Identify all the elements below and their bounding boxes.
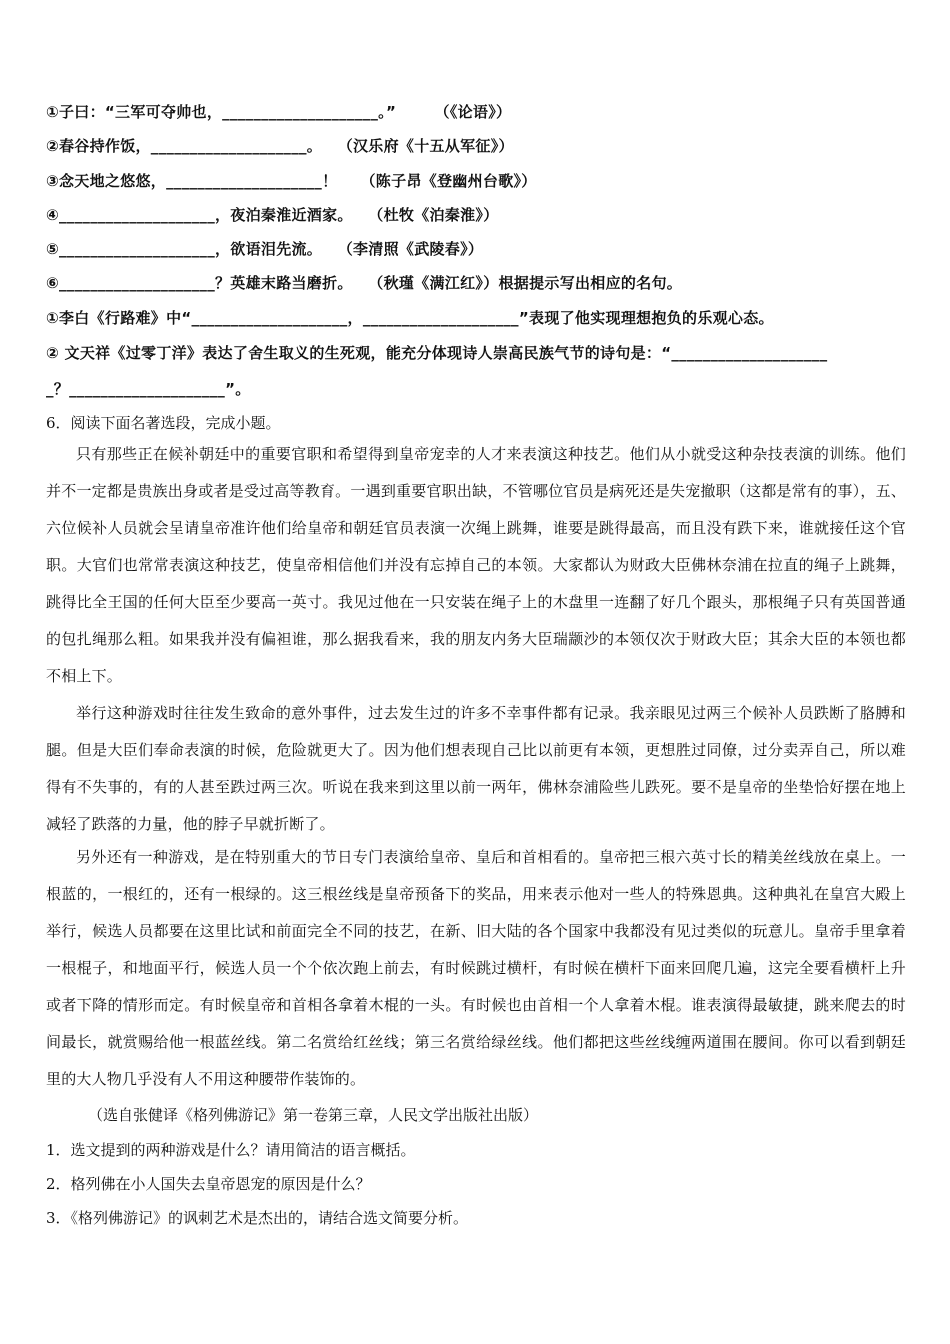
poem-fill-line-7: ①李白《行路难》中“____________________，____________________”表现了他实现理想抱负的乐观心态。	[46, 309, 774, 327]
sub-question-3: 3．《格列佛游记》的讽刺艺术是杰出的，请结合选文简要分析。	[46, 1209, 469, 1227]
poem-fill-line-8: ② 文天祥《过零丁洋》表达了舍生取义的生死观，能充分体现诗人崇高民族气节的诗句是：“____________________	[46, 344, 828, 362]
poem-fill-line-3: ③念天地之悠悠，____________________！ （陈子昂《登幽州台歌》）	[46, 172, 537, 190]
passage-paragraph-2: 举行这种游戏时往往发生致命的意外事件，过去发生过的许多不幸事件都有记录。我亲眼见过两三个候补人员跌断了胳膊和腿。但是大臣们奉命表演的时候，危险就更大了。因为他们想表现自己比以前更有本领，更想胜过同僚，过分卖弄自己，所以难得有不失事的，有的人甚至跌过两三次。听说在我来到这里以前一两年，佛林奈浦险些儿跌死。要不是皇帝的坐垫恰好摆在地上减轻了跌落的力量，他的脖子早就折断了。	[46, 704, 906, 833]
poem-fill-line-1: ①子曰：“三军可夺帅也，____________________。” （《论语》）	[46, 103, 512, 121]
poem-fill-line-4: ④____________________，夜泊秦淮近酒家。 （杜牧《泊秦淮》）	[46, 206, 499, 224]
passage-source: （选自张健译《格列佛游记》第一卷第三章，人民文学出版社出版）	[88, 1106, 539, 1124]
passage-paragraph-3: 另外还有一种游戏，是在特别重大的节日专门表演给皇帝、皇后和首相看的。皇帝把三根六英寸长的精美丝线放在桌上。一根蓝的，一根红的，还有一根绿的。这三根丝线是皇帝预备下的奖品，用来表示他对一些人的特殊恩典。这种典礼在皇宫大殿上举行，候选人员都要在这里比试和前面完全不同的技艺，在新、旧大陆的各个国家中我都没有见过类似的玩意儿。皇帝手里拿着一根棍子，和地面平行，候选人员一个个依次跑上前去，有时候跳过横杆，有时候在横杆下面来回爬几遍，这完全要看横杆上升或者下降的情形而定。有时候皇帝和首相各拿着木棍的一头。有时候也由首相一个人拿着木棍。谁表演得最敏捷，跳来爬去的时间最长，就赏赐给他一根蓝丝线。第二名赏给红丝线；第三名赏给绿丝线。他们都把这些丝线缠两道围在腰间。你可以看到朝廷里的大人物几乎没有人不用这种腰带作装饰的。	[46, 848, 906, 1088]
poem-fill-line-9: _？____________________”。	[46, 380, 251, 398]
poem-fill-line-5: ⑤____________________，欲语泪先流。 （李清照《武陵春》）	[46, 240, 484, 258]
passage-paragraph-1: 只有那些正在候补朝廷中的重要官职和希望得到皇帝宠幸的人才来表演这种技艺。他们从小就受这种杂技表演的训练。他们并不一定都是贵族出身或者是受过高等教育。一遇到重要官职出缺，不管哪位官员是病死还是失宠撤职（这都是常有的事），五、六位候补人员就会呈请皇帝准许他们给皇帝和朝廷官员表演一次绳上跳舞，谁要是跳得最高，而且没有跌下来，谁就接任这个官职。大官们也常常表演这种技艺，使皇帝相信他们并没有忘掉自己的本领。大家都认为财政大臣佛林奈浦在拉直的绳子上跳舞，跳得比全王国的任何大臣至少要高一英寸。我见过他在一只安装在绳子上的木盘里一连翻了好几个跟头，那根绳子只有英国普通的包扎绳那么粗。如果我并没有偏袒谁，那么据我看来，我的朋友内务大臣瑞颛沙的本领仅次于财政大臣；其余大臣的本领也都不相上下。	[46, 445, 906, 685]
sub-question-2: 2．格列佛在小人国失去皇帝恩宠的原因是什么？	[46, 1175, 371, 1193]
poem-fill-line-2: ②春谷持作饭，____________________。 （汉乐府《十五从军征》）	[46, 137, 514, 155]
question-6-title: 6．阅读下面名著选段，完成小题。	[46, 414, 281, 432]
poem-fill-line-6: ⑥____________________？英雄末路当磨折。 （秋瑾《满江红》）根据提示写出相应的名句。	[46, 274, 683, 292]
sub-question-1: 1．选文提到的两种游戏是什么？请用简洁的语言概括。	[46, 1141, 416, 1159]
